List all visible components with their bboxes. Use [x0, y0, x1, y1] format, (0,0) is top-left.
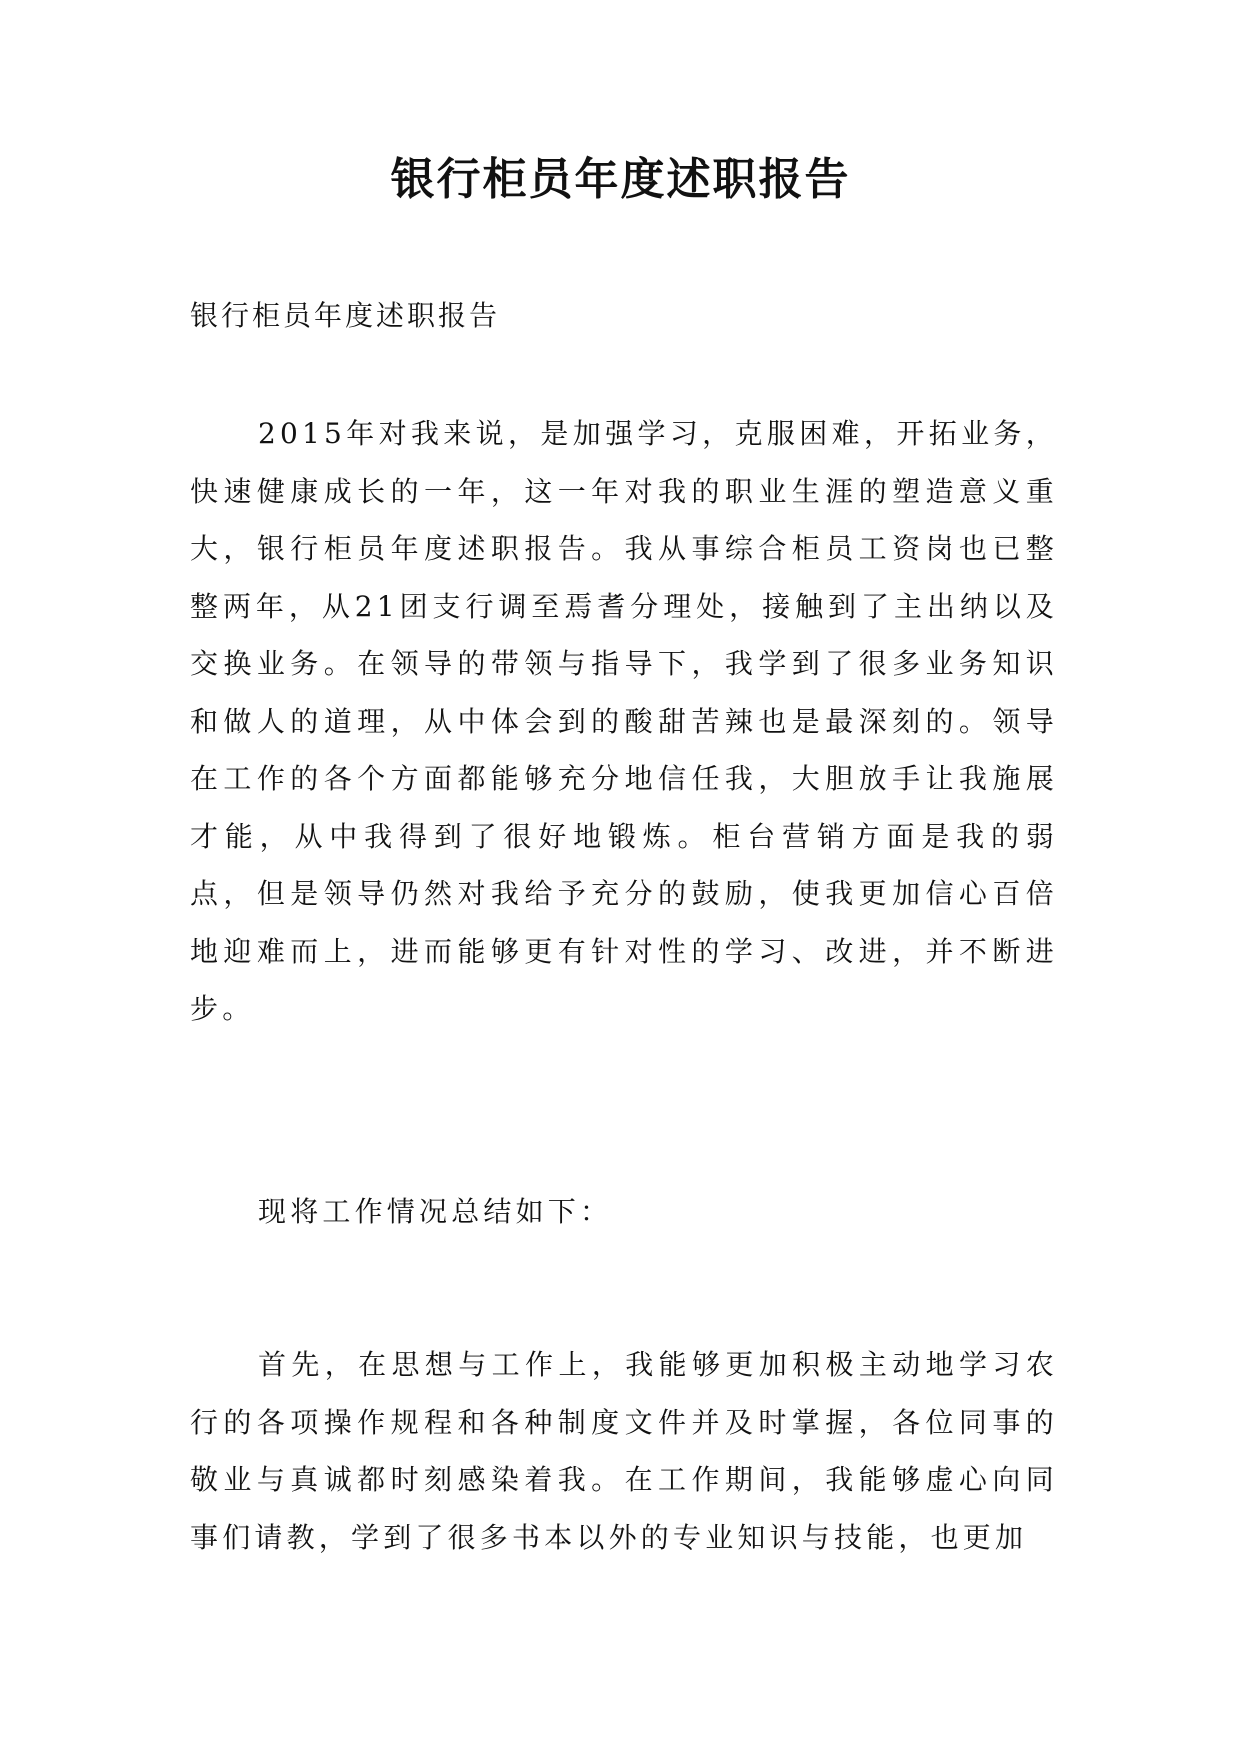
paragraph-summary-lead: 现将工作情况总结如下： — [258, 1195, 613, 1228]
document-subtitle: 银行柜员年度述职报告 — [190, 299, 501, 332]
document-title: 银行柜员年度述职报告 — [390, 154, 851, 205]
paragraph-intro: 2015年对我来说，是加强学习，克服困难，开拓业务，快速健康成长的一年，这一年对我的职业生涯的塑造意义重大，银行柜员年度述职报告。我从事综合柜员工资岗也已整整两年，从21团支行调至焉耆分理处，接触到了主出纳以及交换业务。在领导的带领与指导下，我学到了很多业务知识和做人的道理，从中体会到的酸甜苦辣也是最深刻的。领导在工作的各个方面都能够充分地信任我，大胆放手让我施展才能，从中我得到了很好地锻炼。柜台营销方面是我的弱点，但是领导仍然对我给予充分的鼓励，使我更加信心百倍地迎难而上，进而能够更有针对性的学习、改进，并不断进步。 — [190, 417, 1058, 1025]
paragraph-first-point: 首先，在思想与工作上，我能够更加积极主动地学习农行的各项操作规程和各种制度文件并及时掌握，各位同事的敬业与真诚都时刻感染着我。在工作期间，我能够虚心向同事们请教，学到了很多书本以外的专业知识与技能，也更加 — [190, 1348, 1058, 1554]
